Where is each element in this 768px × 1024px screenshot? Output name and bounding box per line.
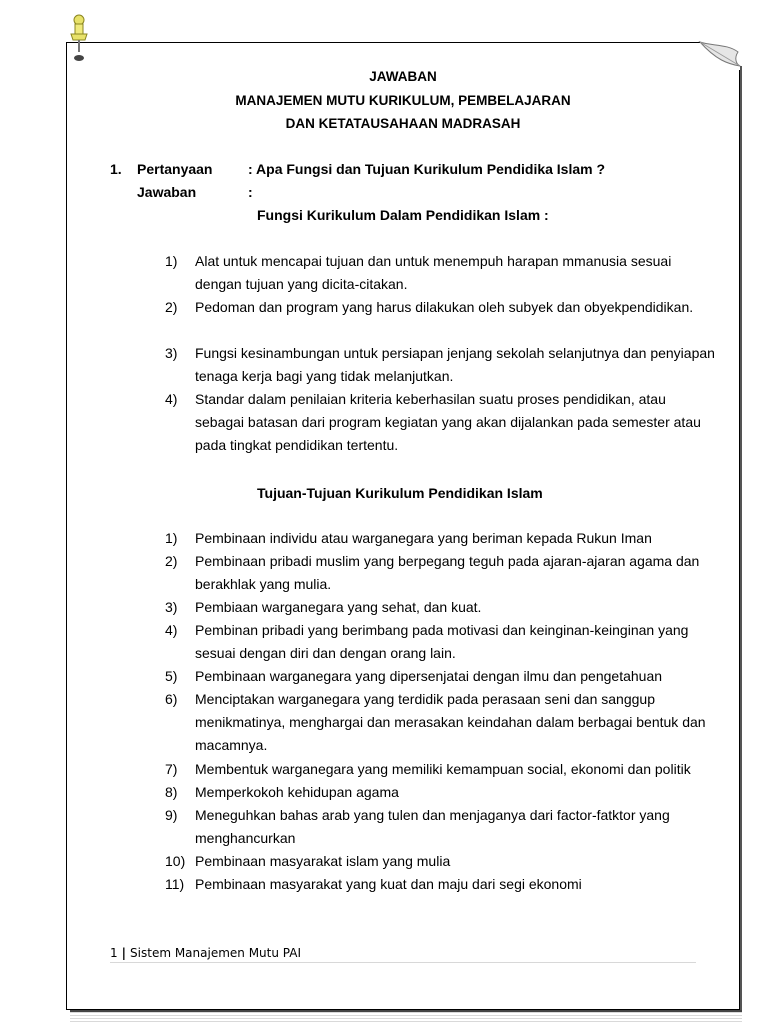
list-item-number: 2) <box>165 553 178 569</box>
list-item-text: Pembinaan individu atau warganegara yang beriman kepada Rukun Iman <box>195 530 652 546</box>
list-item-number: 4) <box>165 622 178 638</box>
question-text: : Apa Fungsi dan Tujuan Kurikulum Pendidika Islam ? <box>248 161 606 177</box>
answer-colon: : <box>248 184 253 200</box>
list-item-number: 3) <box>165 599 178 615</box>
doc-title-line2: MANAJEMEN MUTU KURIKULUM, PEMBELAJARAN <box>235 93 571 108</box>
list-item-text: Membentuk warganegara yang memiliki kemampuan social, ekonomi dan politik <box>195 761 691 777</box>
list-item-number: 11) <box>165 876 185 892</box>
list-item-number: 2) <box>165 299 178 315</box>
list-item-number: 10) <box>165 853 186 869</box>
list-item-number: 7) <box>165 761 178 777</box>
list-item-text: Pembinaan masyarakat islam yang mulia <box>195 853 451 869</box>
list-item-text: Menciptakan warganegara yang terdidik pada perasaan seni dan sanggup menikmatinya, menghargai dan merasakan keindahan dalam berbagai bentuk dan macamnya. <box>195 691 706 754</box>
footer-divider <box>110 962 696 963</box>
list-item-text: Alat untuk mencapai tujuan dan untuk menempuh harapan mmanusia sesuai dengan tujuan yang dicita-citakan. <box>195 253 672 293</box>
list-item-text: Meneguhkan bahas arab yang tulen dan menjaganya dari factor-fatktor yang menghancurkan <box>195 807 670 847</box>
list-item-number: 8) <box>165 784 178 800</box>
list-item-number: 6) <box>165 691 178 707</box>
list-item-number: 4) <box>165 391 178 407</box>
list-item-text: Pembinaan masyarakat yang kuat dan maju dari segi ekonomi <box>195 876 582 892</box>
answer-row <box>0 183 768 201</box>
list-item-text: Memperkokoh kehidupan agama <box>195 784 399 800</box>
list-item-number: 9) <box>165 807 178 823</box>
list-item-text: Pembinan pribadi yang berimbang pada motivasi dan keinginan-keinginan yang sesuai dengan diri dan dengan orang lain. <box>195 622 689 662</box>
question-row <box>0 160 768 178</box>
list-item-text: Pembiaan warganegara yang sehat, dan kuat. <box>195 599 482 615</box>
doc-title-line1: JAWABAN <box>369 69 437 84</box>
section-fungsi-title: Fungsi Kurikulum Dalam Pendidikan Islam : <box>257 207 549 223</box>
page-edge-lines <box>70 1012 742 1024</box>
footer-page-number: 1 <box>110 946 118 960</box>
section-tujuan-title: Tujuan-Tujuan Kurikulum Pendidikan Islam <box>257 485 543 501</box>
list-item-number: 3) <box>165 345 178 361</box>
question-label: Pertanyaan <box>137 161 213 177</box>
list-item-text: Pembinaan warganegara yang dipersenjatai dengan ilmu dan pengetahuan <box>195 668 663 684</box>
page-shadow-right <box>740 66 742 1012</box>
list-item-text: Standar dalam penilaian kriteria keberhasilan suatu proses pendidikan, atau sebagai batasan dari program kegiatan yang akan dijalankan pada semester atau pada tingkat pendidikan tertentu. <box>195 391 701 454</box>
list-item-number: 1) <box>165 530 178 546</box>
answer-label: Jawaban <box>137 184 197 200</box>
push-pin-icon <box>68 14 90 62</box>
list-item-text: Pembinaan pribadi muslim yang berpegang teguh pada ajaran-ajaran agama dan berakhlak yang mulia. <box>195 553 700 593</box>
footer-title: Sistem Manajemen Mutu PAI <box>130 946 302 960</box>
question-number: 1. <box>110 161 122 177</box>
list-item-text: Pedoman dan program yang harus dilakukan oleh subyek dan obyekpendidikan. <box>195 299 694 315</box>
list-item-number: 1) <box>165 253 178 269</box>
list-item-number: 5) <box>165 668 178 684</box>
doc-title-line3: DAN KETATAUSAHAAN MADRASAH <box>285 116 521 131</box>
page-footer <box>110 945 301 961</box>
page-curl-icon <box>698 38 744 72</box>
list-item-text: Fungsi kesinambungan untuk persiapan jenjang sekolah selanjutnya dan penyiapan tenaga kerja bagi yang tidak melanjutkan. <box>195 345 715 385</box>
footer-separator: | <box>121 946 127 960</box>
